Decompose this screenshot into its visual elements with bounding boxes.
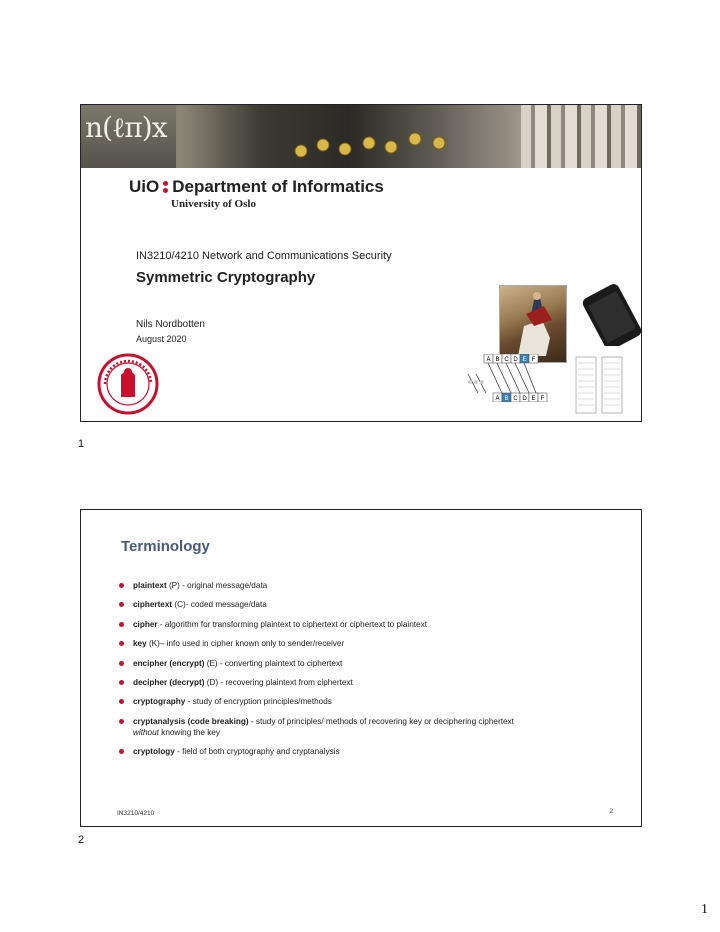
cipher-top-row: [484, 354, 538, 363]
slide-title: Terminology: [121, 538, 210, 555]
definition: (D) - recovering plaintext from ciphertext: [204, 677, 353, 687]
definition: - field of both cryptography and cryptanalysis: [174, 747, 340, 757]
bullet-icon: [119, 622, 124, 627]
header-banner-image: [81, 105, 641, 168]
university-seal-icon: [97, 353, 159, 415]
cipher-bottom-letter: B: [504, 396, 509, 402]
uio-mark: UiO: [129, 177, 160, 196]
list-item: [119, 716, 639, 738]
list-item: [119, 619, 639, 630]
napoleon-painting-image: [499, 285, 567, 363]
term: ciphertext: [133, 600, 173, 610]
term: key: [133, 639, 147, 649]
cipher-top-letter: B: [495, 357, 500, 363]
term: cryptography: [133, 697, 186, 707]
bullet-icon: [119, 583, 124, 588]
presentation-date: August 2020: [136, 334, 187, 344]
terminology-list: [119, 580, 639, 766]
definition: - algorithm for transforming plaintext to ciphertext or ciphertext to plaintext: [157, 619, 427, 629]
term: plaintext: [133, 581, 167, 590]
term: encipher (encrypt): [133, 658, 205, 668]
chalk-formula: n(ℓπ)x: [85, 111, 167, 144]
slide-number-2: 2: [78, 834, 85, 846]
bullet-icon: [119, 719, 124, 724]
cipher-bottom-letter: E: [531, 396, 536, 402]
cipher-bottom-letter: F: [540, 396, 545, 402]
cipher-top-letter: A: [486, 357, 491, 363]
definition: (C)- coded message/data: [172, 600, 267, 610]
bullet-icon: [119, 602, 124, 607]
cipher-flowchart-image: [574, 351, 626, 417]
cipher-bottom-letter: D: [522, 396, 527, 402]
smartphone-image: [576, 280, 642, 346]
caesar-cipher-diagram: [466, 354, 566, 402]
slide-footer-course: IN3210/4210: [117, 810, 155, 817]
slide-title: Symmetric Cryptography: [136, 269, 316, 286]
university-name: University of Oslo: [171, 198, 256, 210]
list-item: [119, 580, 639, 591]
cipher-top-letter: F: [531, 357, 536, 363]
bullet-icon: [119, 749, 124, 754]
bullet-icon: [119, 661, 124, 666]
list-item: [119, 658, 639, 669]
list-item: [119, 696, 639, 707]
definition-continued: knowing the key: [158, 727, 220, 737]
cipher-bottom-letter: A: [495, 396, 500, 402]
definition: (K)– info used in cipher known only to sender/receiver: [146, 639, 345, 649]
list-item: [119, 638, 639, 649]
uio-dot-icon: [163, 181, 168, 186]
slide-footer-number: 2: [609, 808, 613, 815]
term: cryptology: [133, 747, 175, 757]
cipher-top-letter: D: [513, 357, 518, 363]
list-item: [119, 599, 639, 610]
definition-italic: without: [133, 727, 159, 737]
course-name: IN3210/4210 Network and Communications Security: [136, 250, 392, 262]
beads-image: [291, 129, 461, 159]
cipher-bottom-row: [493, 393, 547, 402]
cipher-bottom-letter: C: [513, 396, 518, 402]
definition: (P) - original message/data: [166, 581, 268, 590]
cipher-top-letter: C: [504, 357, 509, 363]
definition: - study of principles/ methods of recovering key or deciphering ciphertext: [248, 716, 514, 726]
bullet-icon: [119, 699, 124, 704]
cipher-top-letter: E: [522, 357, 527, 363]
department-name: Department of Informatics: [172, 177, 384, 196]
columns-image: [521, 105, 641, 168]
term: cipher: [133, 619, 158, 629]
definition: - study of encryption principles/methods: [185, 697, 332, 707]
uio-logo[interactable]: [129, 177, 384, 197]
list-item: [119, 677, 639, 688]
list-item: [119, 746, 639, 757]
page-number: 1: [701, 902, 708, 917]
definition: (E) - converting plaintext to ciphertext: [204, 658, 343, 668]
term: cryptanalysis (code breaking): [133, 716, 249, 726]
author-name: Nils Nordbotten: [136, 319, 205, 330]
slide-2: [80, 509, 642, 827]
slide-1: [80, 104, 642, 422]
slide-number-1: 1: [78, 438, 85, 450]
bullet-icon: [119, 680, 124, 685]
bullet-icon: [119, 641, 124, 646]
term: decipher (decrypt): [133, 677, 205, 687]
